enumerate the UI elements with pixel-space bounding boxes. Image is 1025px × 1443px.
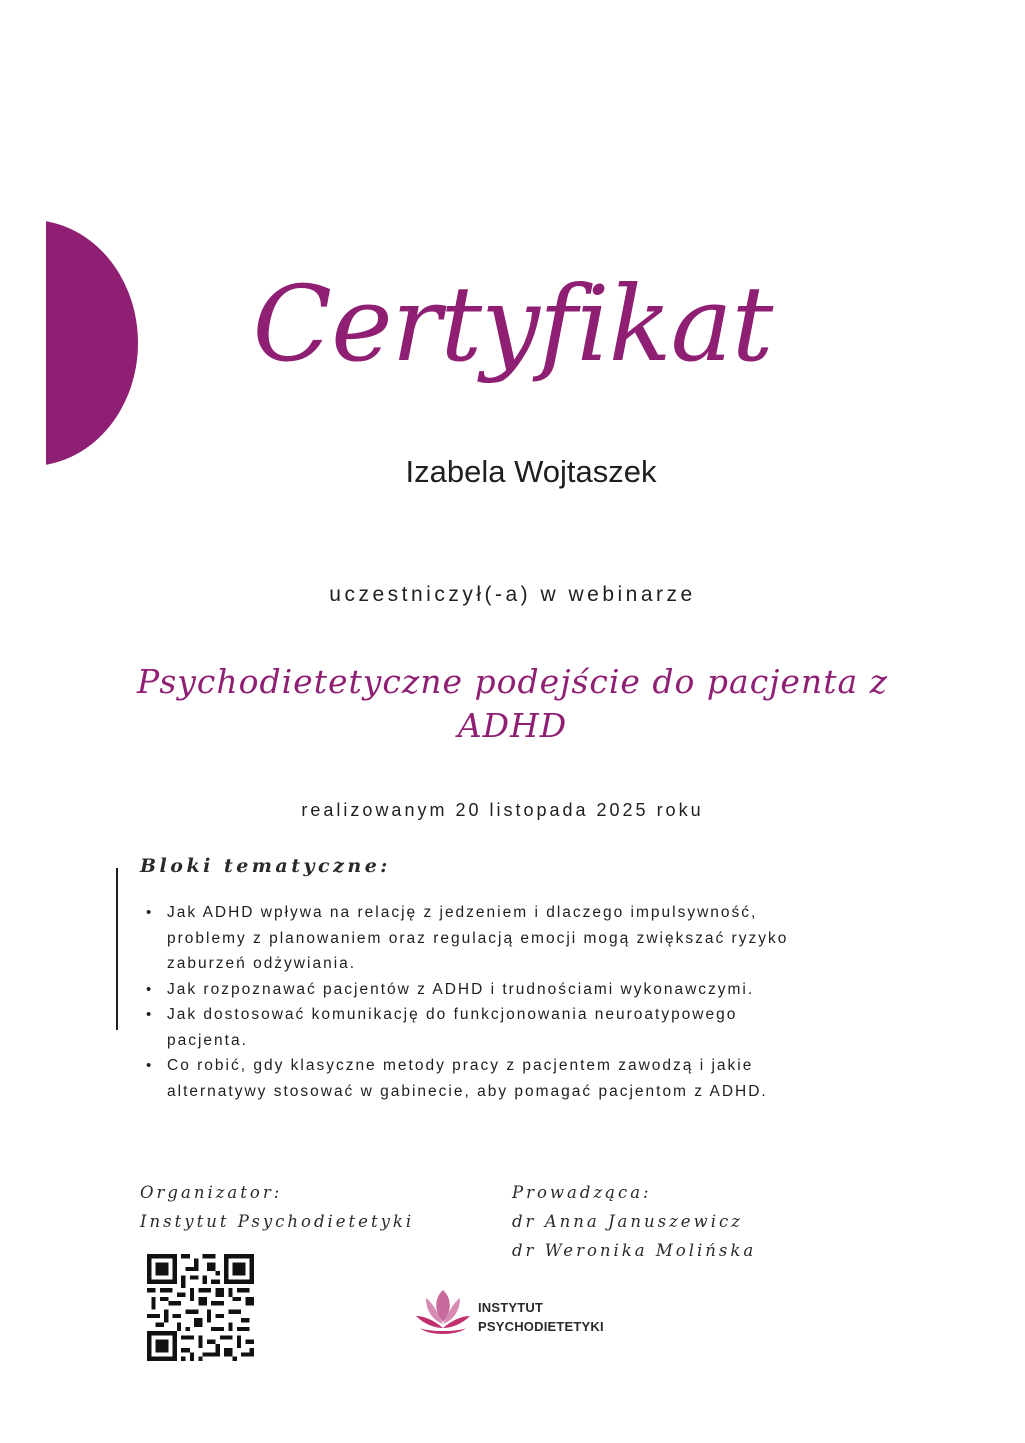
host-name-2: dr Weronika Molińska [512,1241,757,1260]
topic-item [146,1002,906,1053]
topic-item-line: Jak dostosować komunikację do funkcjonowania neuroatypowego [167,1006,738,1023]
topic-item-line: zaburzeń odżywiania. [167,955,357,972]
webinar-title [130,660,895,748]
bullet-icon: • [146,1006,154,1023]
section-divider-line [116,868,118,1030]
institute-logo [414,1284,614,1340]
topic-item-line: pacjenta. [167,1031,248,1049]
topic-item [146,900,906,977]
lotus-logo-icon [414,1284,472,1340]
logo-line-1: INSTYTUT [478,1300,544,1315]
topic-item-line: Jak rozpoznawać pacjentów z ADHD i trudnościami wykonawczymi. [167,980,755,998]
webinar-date: realizowanym 20 listopada 2025 roku [301,800,704,820]
qr-code-icon[interactable] [147,1254,254,1361]
topic-item-line: Jak ADHD wpływa na relację z jedzeniem i dlaczego impulsywność, [167,904,758,921]
host-label: Prowadząca: [512,1183,652,1202]
webinar-title-line-2: ADHD [457,706,568,745]
topics-heading: Bloki tematyczne: [140,855,391,877]
recipient-name: Izabela Wojtaszek [405,454,657,489]
bullet-icon: • [146,1057,154,1074]
webinar-title-line-1: Psychodietetyczne podejście do pacjenta z [137,662,888,701]
bullet-icon: • [146,904,154,921]
certificate-title: Certyfikat [252,263,773,385]
topic-item-line: Co robić, gdy klasyczne metody pracy z pacjentem zawodzą i jakie [167,1057,754,1074]
topics-list [146,900,906,1104]
topic-item [146,1053,906,1104]
logo-line-2: PSYCHODIETETYKI [478,1319,604,1334]
participation-text: uczestniczył(-a) w webinarze [329,583,696,606]
organizer-label: Organizator: [140,1183,283,1202]
topic-item [146,977,906,1003]
organizer-name: Instytut Psychodietetyki [140,1212,415,1231]
topic-item-line: problemy z planowaniem oraz regulacją emocji mogą zwiększać ryzyko [167,929,789,947]
topic-item-line: alternatywy stosować w gabinecie, aby pomagać pacjentom z ADHD. [167,1082,768,1100]
logo-text [478,1298,604,1336]
host-name-1: dr Anna Januszewicz [512,1212,743,1231]
bullet-icon: • [146,980,154,998]
